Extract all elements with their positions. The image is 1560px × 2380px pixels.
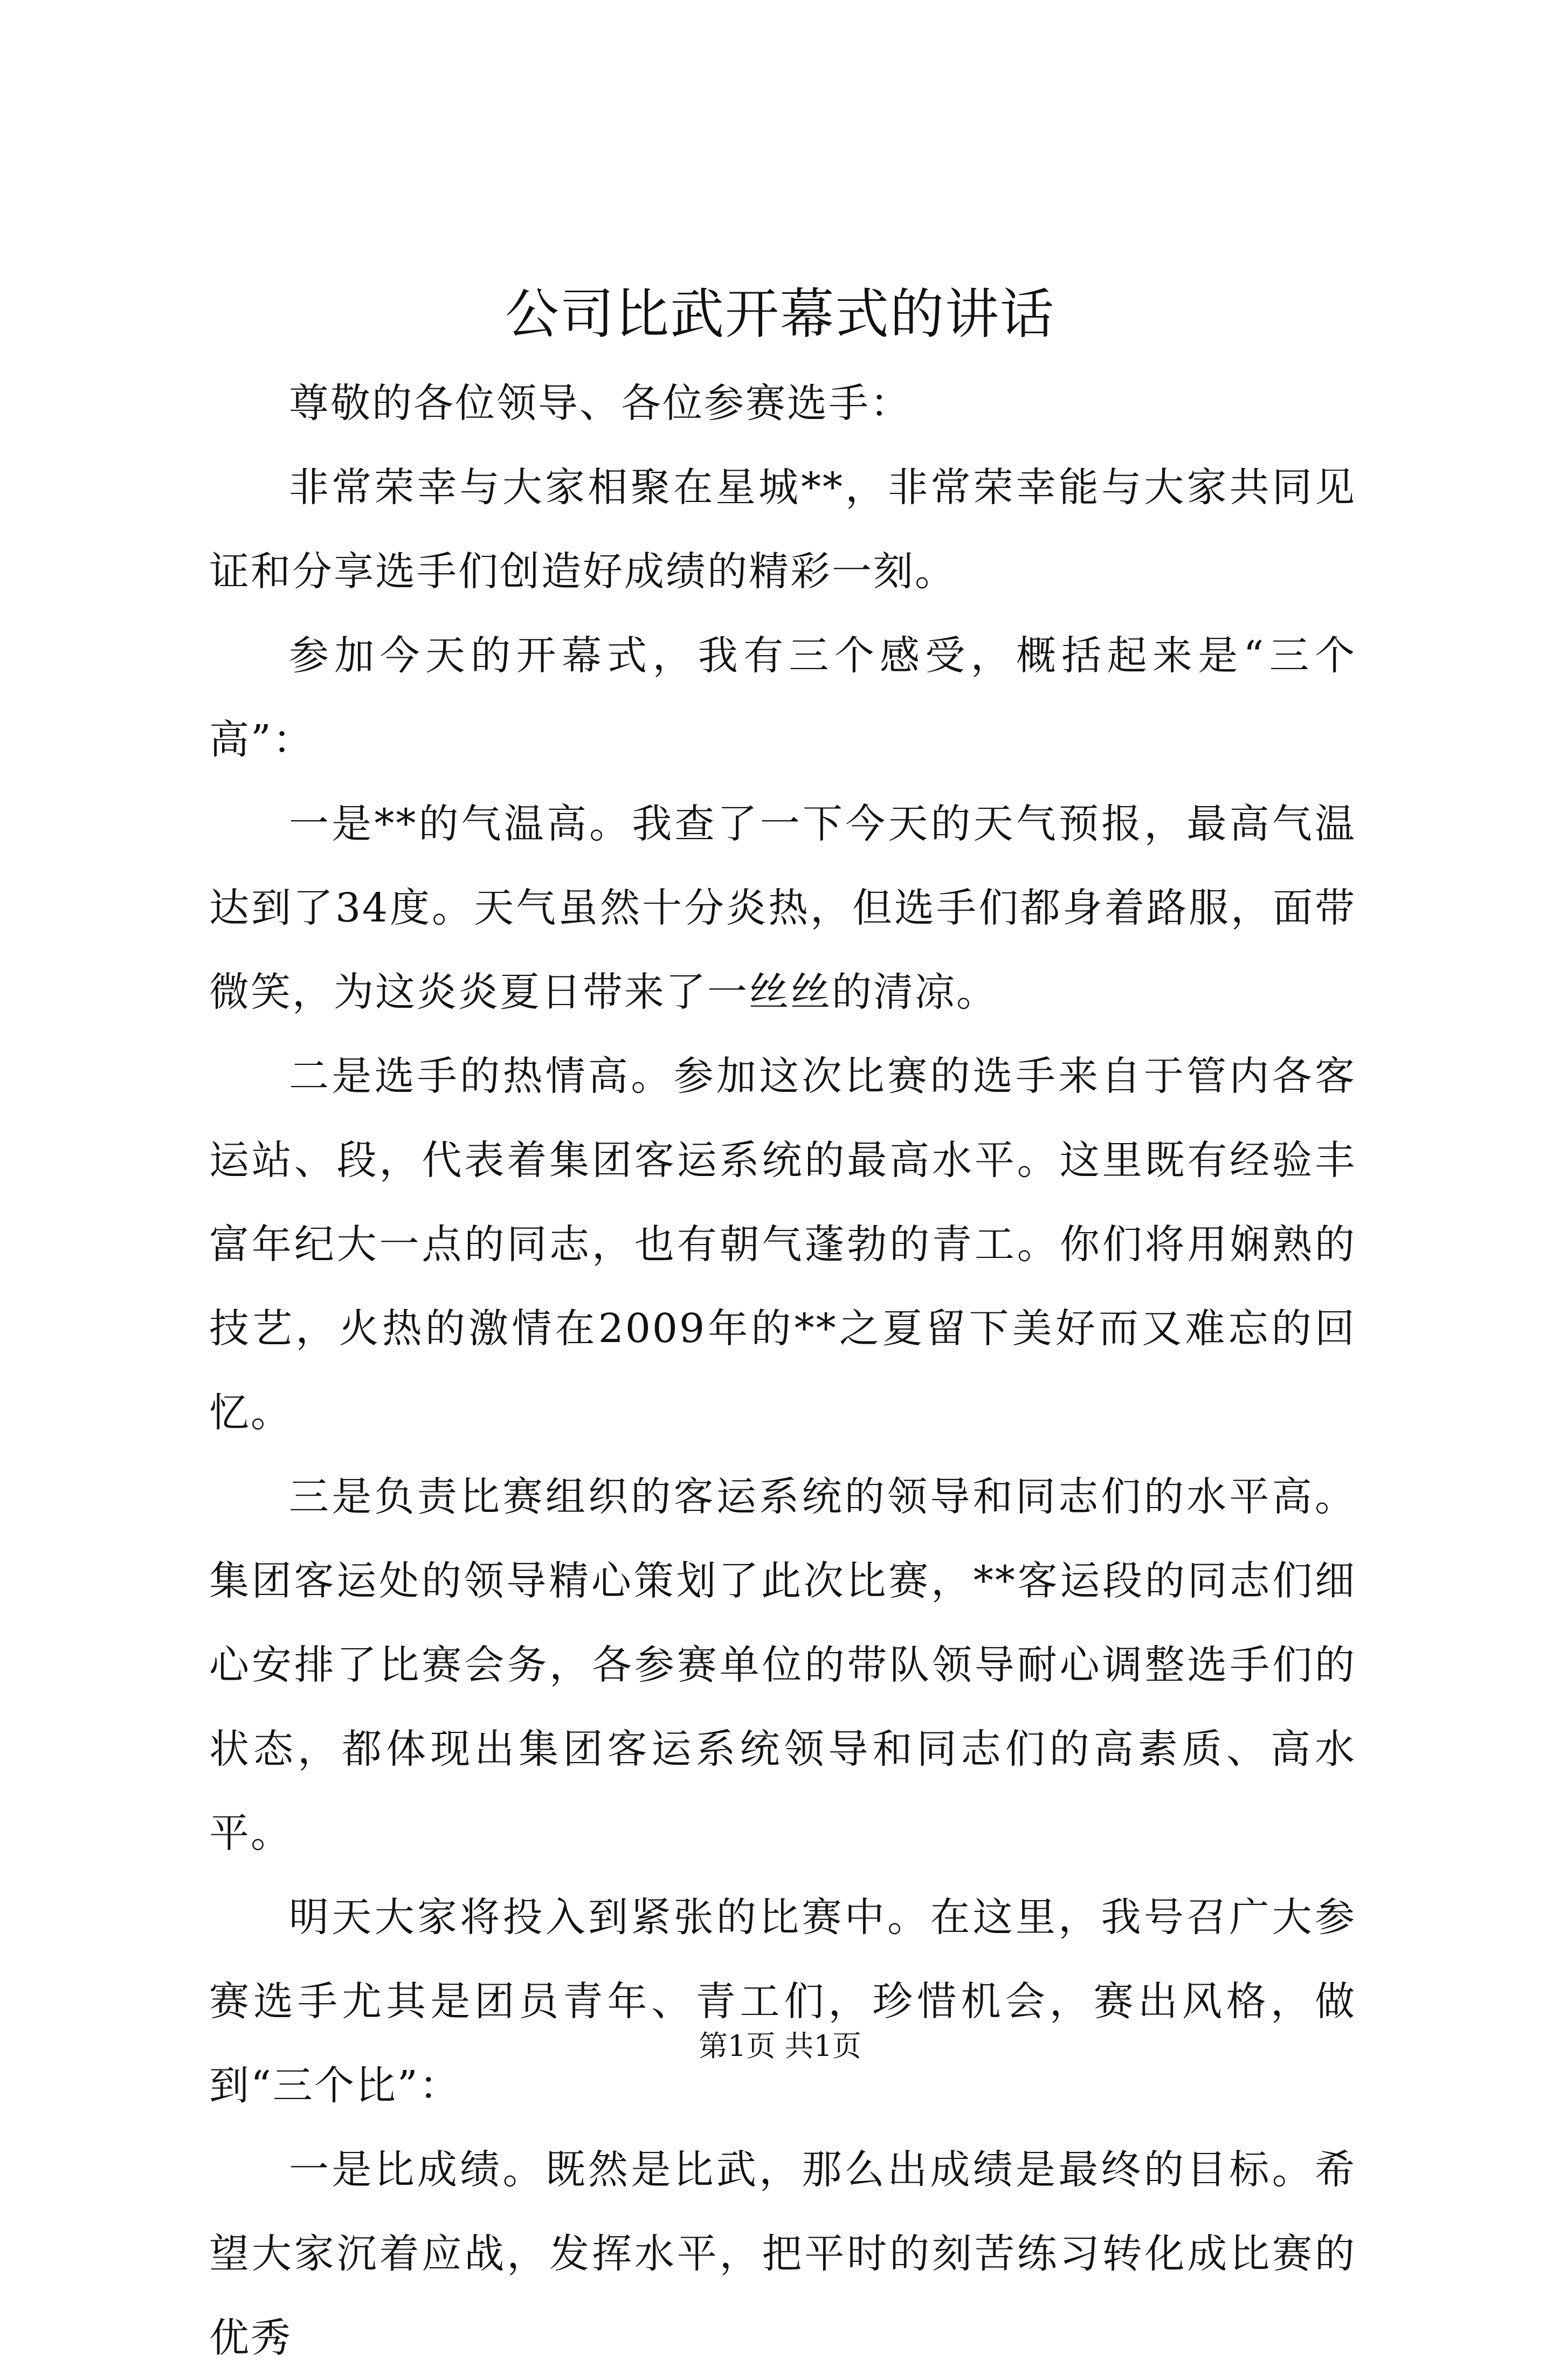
document-body — [209, 361, 1356, 2380]
page-number-footer: 第1页 共1页 — [699, 2029, 861, 2063]
document-title: 公司比武开幕式的讲话 — [505, 283, 1055, 346]
paragraph: 二是选手的热情高。参加这次比赛的选手来自于管内各客运站、段，代表着集团客运系统的最高水平。这里既有经验丰富年纪大一点的同志，也有朝气蓬勃的青工。你们将用娴熟的技艺，火热的激情在2009年的**之夏留下美好而又难忘的回忆。 — [209, 1053, 1356, 1436]
paragraph: 三是负责比赛组织的客运系统的领导和同志们的水平高。集团客运处的领导精心策划了此次比赛，**客运段的同志们细心安排了比赛会务，各参赛单位的带队领导耐心调整选手们的状态，都体现出集团客运系统领导和同志们的高素质、高水平。 — [209, 1474, 1356, 1856]
paragraph: 一是**的气温高。我查了一下今天的天气预报，最高气温达到了34度。天气虽然十分炎热，但选手们都身着路服，面带微笑，为这炎炎夏日带来了一丝丝的清凉。 — [209, 801, 1356, 1015]
paragraph: 一是比成绩。既然是比武，那么出成绩是最终的目标。希望大家沉着应战，发挥水平，把平时的刻苦练习转化成比赛的优秀 — [209, 2147, 1356, 2361]
paragraph: 非常荣幸与大家相聚在星城**，非常荣幸能与大家共同见证和分享选手们创造好成绩的精彩一刻。 — [209, 464, 1356, 595]
paragraph-salutation: 尊敬的各位领导、各位参赛选手： — [289, 380, 912, 427]
paragraph: 明天大家将投入到紧张的比赛中。在这里，我号召广大参赛选手尤其是团员青年、青工们，珍惜机会，赛出风格，做到“三个比”： — [209, 1894, 1356, 2109]
paragraph: 参加今天的开幕式，我有三个感受，概括起来是“三个高”： — [209, 632, 1356, 763]
